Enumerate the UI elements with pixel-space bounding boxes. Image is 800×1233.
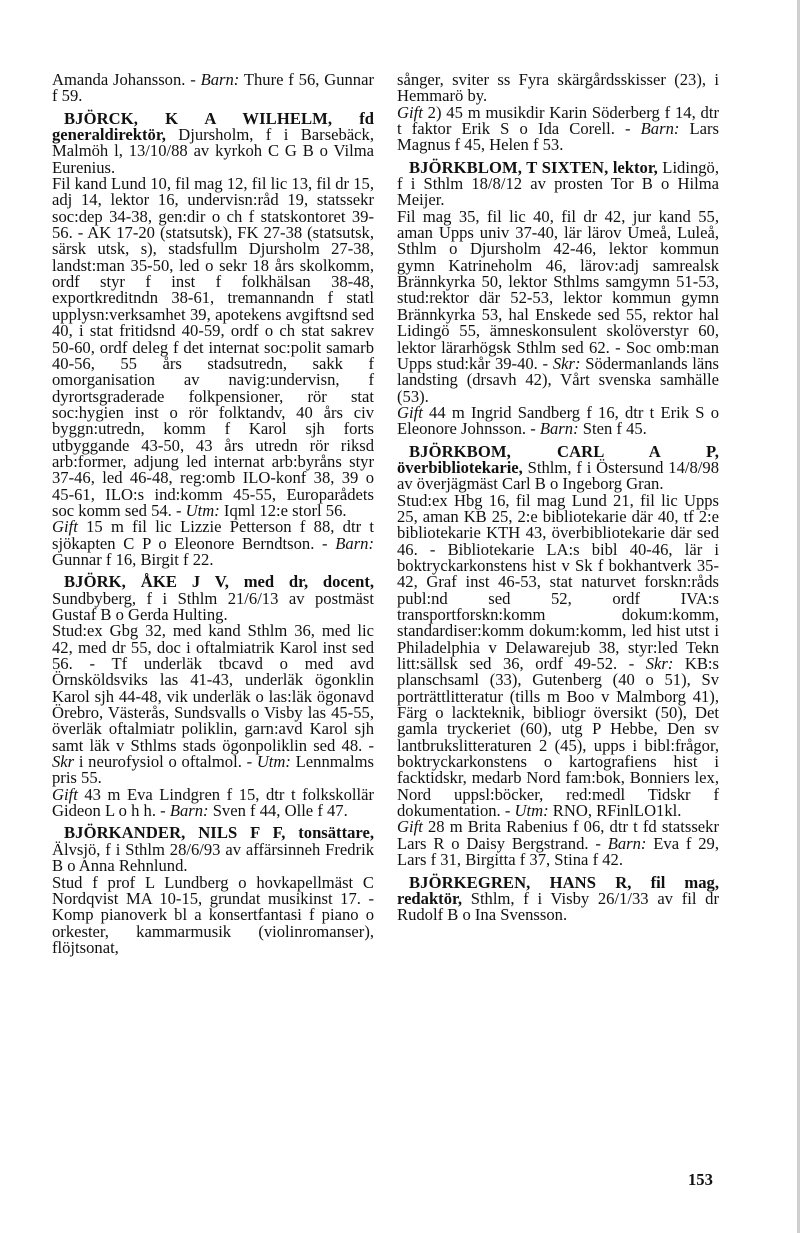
section-label: Skr: [645,654,674,674]
person-title: fil mag, redaktör, [397,872,719,908]
biography-entry [52,574,374,819]
entry-text: KB:s planschsaml (33), Gutenberg (40 o 51), Sv porträttlitteratur (tills m Boo v Malmborg 41), Färg o lackteknik, bibliogr översikt (50), Det gamla tryckeriet (60), utg P Hebbe, Den sv lantbrukslitteraturen 2 (45), upps i bibl:frågor, boktryckarkonstens o kartografiens hist i facktidskr, medarb Nord fam:bok, Bonniers lex, Nord uppsl:böcker, red:medl Tidskr f dokumentation. - [397,654,719,821]
section-label: Utm: [185,500,220,520]
person-name: BJÖRKBOM, CARL A P, [409,441,719,461]
entry-text: Sven f 44, Olle f 47. [208,801,348,821]
entry-paragraph [52,623,374,786]
biography-entry [397,157,719,439]
person-name: BJÖRK, ÅKE J V, [64,572,229,592]
entry-text: sånger, sviter ss Fyra skärgårdsskisser (23), i Hemmarö by. [397,70,719,106]
section-label: Barn: [169,801,209,821]
entry-text: 2) 45 m musikdir Karin Söderberg f 14, dtr t faktor Erik S o Ida Corell. - [397,102,719,139]
section-label: Barn: [607,833,647,853]
entry-paragraph [397,206,719,406]
entry-paragraph [52,784,374,821]
section-label: Barn: [200,70,240,89]
entry-heading-paragraph [397,157,719,210]
entry-text: Stud:ex Hbg 16, fil mag Lund 21, fil lic Upps 25, aman KB 25, 2:e bibliotekarie där 40, tf 2:e bibliotekarie KTH 43, överbibliotekarie där sed 46. - Bibliotekarie LA:s bibl 40-46, lär i boktryckarkonstens hist v Sk f bokhantverk 35-42, Graf inst 46-53, stat naturvet forskn:råds publ:nd sed 52, ordf IVA:s transportforskn:komm dokum:komm, standardiser:komm dokum:komm, led hist utst i Philadelphia v Delawarejub 38, styr:led Tekn litt:sällsk sed 36, ordf 49-52. - [397,490,719,674]
entry-paragraph [52,872,374,957]
entry-heading-paragraph [52,825,374,874]
entry-text: Sthlm, f i Visby 26/1/33 av fil dr Rudolf B o Ina Svensson. [397,888,719,925]
right-column [397,72,719,930]
entry-text: 28 m Brita Rabenius f 06, dtr t fd statssekr Lars R o Daisy Bergstrand. - [397,817,719,853]
biography-entry [52,108,374,569]
entry-text: Sundbyberg, f i Sthlm 21/6/13 av postmäst Gustaf B o Gerda Hulting. [52,588,374,624]
person-name: BJÖRKANDER, NILS F F, [64,823,286,843]
entry-text: Stud:ex Gbg 32, med kand Sthlm 36, med lic 42, med dr 55, doc i oftalmiatrik Karol inst sed 56. - Tf underläk tbcavd o med avd Örnsköldsviks las 41-43, underläk ögonklin Karol sjh 44-48, vik underläk o las:läk ögonavd Örebro, Västerås, Sundsvalls o Visby las 45-55, överläk oftalmiatr poliklin, garn:avd Karol sjh samt läk v Sthlms stads ögonpoliklin sed 48. - [52,621,374,755]
entry-text: 15 m fil lic Lizzie Petterson f 88, dtr t sjökapten C P o Eleonore Berndtson. - [52,517,374,553]
entry-text: Södermanlands läns landsting (drsavh 42), Vårt svenska samhälle (53). [397,353,719,406]
biography-entry [397,872,719,925]
section-label: Utm: [514,801,549,821]
section-label: Gift [52,517,78,537]
entry-text: Iqml 12:e storl 56. [219,500,347,520]
left-column [52,72,374,962]
person-title: med dr, docent, [243,572,375,592]
entry-heading-paragraph [397,441,719,494]
entry-text: Älvsjö, f i Sthlm 28/6/93 av affärsinneh Fredrik B o Anna Rehnlund. [52,839,374,876]
section-label: Gift [52,784,78,804]
entry-heading-paragraph [52,108,374,177]
section-label: Barn: [335,533,374,553]
entry-heading-paragraph [52,574,374,623]
entry-text: Sthlm, f i Östersund 14/8/98 av överjägmäst Carl B o Ingeborg Gran. [397,457,719,494]
biography-entry [397,72,719,154]
entry-heading-paragraph [52,72,374,105]
section-label: Skr [52,752,75,772]
biography-entry [52,825,374,956]
entry-text: Stud f prof L Lundberg o hovkapellmäst C Nordqvist MA 10-15, grundat musikinst 17. - Komp pianoverk bl a konsertfantasi f piano o orkester, kammarmusik (violinromanser), flöjtsonat, [52,872,374,957]
person-name: BJÖRKBLOM, T SIXTEN, [409,157,609,177]
entry-text: Fil kand Lund 10, fil mag 12, fil lic 13, fil dr 15, adj 14, lektor 16, undervisn:råd 19, statssekr soc:dep 34-38, gen:dir o ch f statskontoret 39-56. - AK 17-20 (statsutsk), FK 27-38 (statsutsk, särsk utsk, s), stadsfullm Djursholm 27-38, landst:man 35-50, led o sekr 18 års skolkomm, ordf styr f inst f folkhälsan 38-48, exportkreditndn 38-61, tremannandn f statl upplysn:verksamhet 39, apotekens avgiftsnd sed 40, i stat fritidsnd 40-59, ordf o ch stat sakrev 50-60, ordf deleg f det internat soc:polit samarb 40-56, 55 års stadsutredn, sakk f omorganisation av navig:undervisn, f dyrortsgraderade folkpensioner, rör stat soc:hygien inst o rör folktandv, 40 års civ byggn:utredn, komm f Karol sjh forts utbyggande 43-50, 43 års utredn rör riksd arb:former, adjung led internat arb:byråns styr 37-46, led 46-48, reg:omb ILO-konf 38, 39 o 45-61, ILO:s ind:komm 45-55, Europarådets soc komm sed 54. - [52,174,374,520]
entry-heading-paragraph [397,872,719,925]
person-name: BJÖRCK, K A WILHELM, [64,108,333,128]
entry-paragraph [397,402,719,439]
biography-entry [52,72,374,105]
entry-text: Lidingö, f i Sthlm 18/8/12 av prosten Tor B o Hilma Meijer. [397,157,719,210]
section-label: Gift [397,102,423,122]
person-title: tonsättare, [298,823,374,843]
entry-text: Gunnar f 16, Birgit f 22. [52,549,214,569]
entry-heading-paragraph [397,72,719,105]
entry-text: i neurofysiol o oftalmol. - [74,752,257,772]
entry-text: Eva f 29, Lars f 31, Birgitta f 37, Stina f 42. [397,833,720,870]
entry-text: 43 m Eva Lindgren f 15, dtr t folkskollär Gideon L o h h. - [52,784,374,821]
entry-text: Sten f 45. [578,419,647,439]
entry-text: Fil mag 35, fil lic 40, fil dr 42, jur kand 55, aman Upps univ 37-40, lär lärov Umeå, Luleå, Sthlm o Djursholm 42-46, lektor kommun gymn Katrineholm 46, lärov:adj samrealsk Brännkyrka 50, lektor Sthlms samgymn 51-53, stud:rektor där 52-53, lektor kommun gymn Brännkyrka 53, hal Enskede sed 55, rektor hal Lidingö 55, ämneskonsulent skolöverstyr 60, lektor lärarhögsk Sthlm sed 62. - Soc omb:man Upps stud:kår 39-40. - [397,206,719,373]
entry-paragraph [397,490,719,821]
entry-text: Amanda Johansson. - [52,70,201,89]
entry-paragraph [52,176,374,519]
entry-text: Thure f 56, Gunnar f 59. [52,70,374,106]
entry-paragraph [52,519,374,568]
section-label: Barn: [539,419,579,439]
person-name: BJÖRKEGREN, HANS R, [409,872,632,892]
biography-entry [397,441,720,870]
section-label: Gift [397,817,423,837]
entry-text: Lennmalms pris 55. [52,752,374,788]
entry-text: RNO, RFinlLO1kl. [548,801,682,821]
entry-paragraph [397,819,719,868]
section-label: Barn: [640,119,680,139]
person-title: lektor, [612,157,658,177]
entry-text: Djursholm, f i Barsebäck, Malmöh l, 13/10/88 av kyrkoh C G B o Vilma Eurenius. [52,125,374,177]
section-label: Skr: [552,353,581,373]
person-title: fd generaldirektör, [52,108,374,145]
section-label: Utm: [256,752,291,772]
person-title: överbibliotekarie, [397,457,523,477]
page-number: 153 [688,1170,713,1189]
entry-text: 44 m Ingrid Sandberg f 16, dtr t Erik S o Eleonore Johnsson. - [397,402,719,439]
section-label: Gift [397,402,423,422]
entry-text: Lars Magnus f 45, Helen f 53. [397,119,719,155]
entry-paragraph [397,102,719,155]
